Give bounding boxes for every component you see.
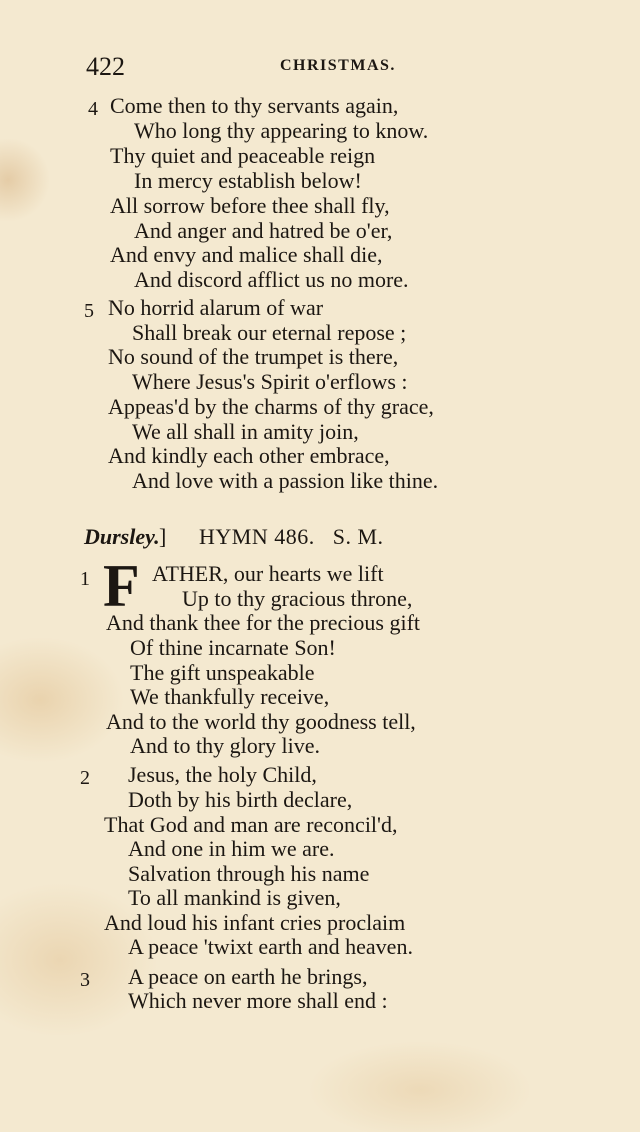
verse-line: Thy quiet and peaceable reign (110, 143, 376, 168)
verse-line: And loud his infant cries proclaim (104, 910, 406, 935)
verse-line: Which never more shall end : (128, 988, 388, 1013)
verse-number: 4 (88, 98, 98, 120)
verse-line: And to thy glory live. (130, 733, 321, 758)
verse-line: Appeas'd by the charms of thy grace, (108, 394, 434, 419)
verse-line: Where Jesus's Spirit o'erflows : (132, 369, 408, 394)
running-head: CHRISTMAS. (280, 57, 396, 74)
verse-line: Jesus, the holy Child, (128, 762, 317, 787)
verse-line: And kindly each other embrace, (108, 443, 390, 468)
verse-line: No sound of the trumpet is there, (108, 344, 399, 369)
tune-name: Dursley. (84, 524, 160, 549)
verse-line: And anger and hatred be o'er, (134, 218, 393, 243)
verse-line: Doth by his birth declare, (128, 787, 353, 812)
tune-bracket: ] (159, 524, 167, 549)
verse-line: Shall break our eternal repose ; (132, 320, 407, 345)
verse-line: And envy and malice shall die, (110, 242, 383, 267)
verse-number: 1 (80, 568, 90, 590)
verse-line: Up to thy gracious throne, (182, 586, 413, 611)
verse-line: To all mankind is given, (128, 885, 341, 910)
verse-line: A peace on earth he brings, (128, 964, 368, 989)
verse-line: We all shall in amity join, (132, 419, 359, 444)
verse-number: 5 (84, 300, 94, 322)
verse-line: That God and man are reconcil'd, (104, 812, 398, 837)
drop-cap: F (103, 553, 140, 619)
verse-line: And discord afflict us no more. (134, 267, 409, 292)
verse-line: We thankfully receive, (130, 684, 330, 709)
verse-line: And one in him we are. (128, 836, 335, 861)
verse-line: Salvation through his name (128, 861, 370, 886)
verse-line: Of thine incarnate Son! (130, 635, 336, 660)
verse-line: No horrid alarum of war (108, 295, 324, 320)
verse-line: Come then to thy servants again, (110, 93, 399, 118)
verse-line: In mercy establish below! (134, 168, 362, 193)
verse-line: A peace 'twixt earth and heaven. (128, 934, 413, 959)
verse-number: 2 (80, 767, 90, 789)
verse-line: Who long thy appearing to know. (134, 118, 429, 143)
page-number: 422 (86, 52, 125, 81)
verse-line: All sorrow before thee shall fly, (110, 193, 390, 218)
verse-line: And thank thee for the precious gift (106, 610, 421, 635)
verse-line: ATHER, our hearts we lift (152, 561, 384, 586)
hymn-title: HYMN 486. S. M. (199, 524, 384, 549)
verse-line: The gift unspeakable (130, 660, 315, 685)
verse-number: 3 (80, 969, 90, 991)
verse-line: And to the world thy goodness tell, (106, 709, 416, 734)
verse-line: And love with a passion like thine. (132, 468, 439, 493)
